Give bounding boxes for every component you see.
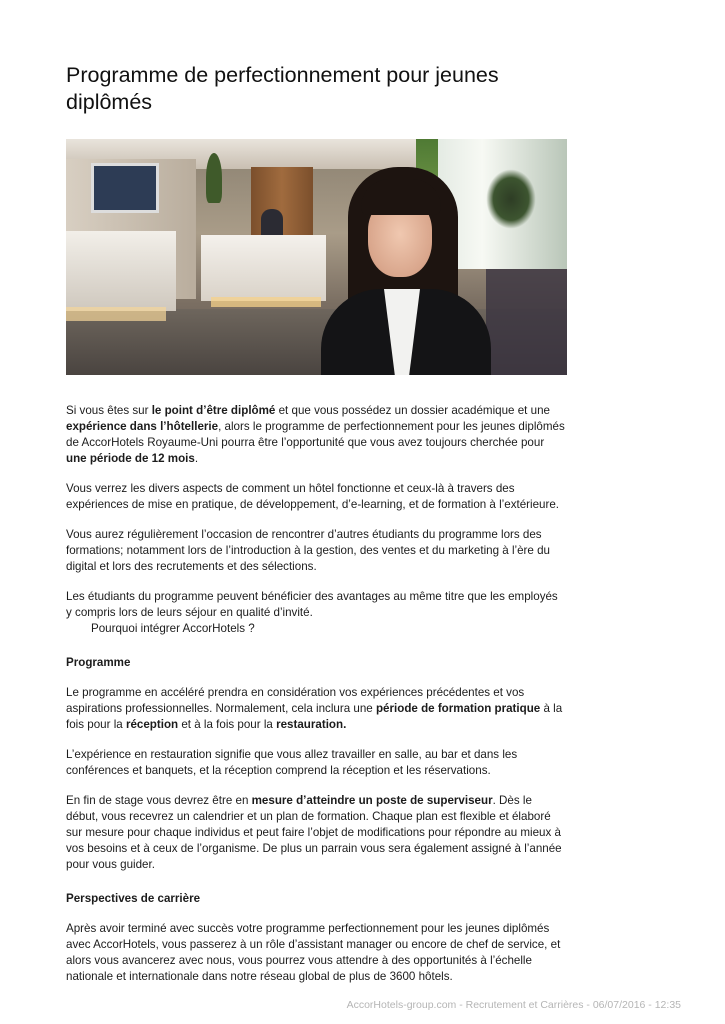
section-heading-programme: Programme <box>66 656 131 669</box>
page-footer: AccorHotels-group.com - Recrutement et Carrières - 06/07/2016 - 12:35 <box>346 999 681 1011</box>
text-run: . Dès le début, vous recevrez un calendrier et un plan de formation. Chaque plan est flexible et élaboré sur mesure pour chaque individus et peut faire l’objet de modifications pour répondre au mieux à vos besoins et à ceux de l’organisme. De plus un parrain vous sera également assigné à l’année pour vous guider. <box>66 794 562 871</box>
section-heading-carriere: Perspectives de carrière <box>66 892 201 905</box>
paragraph <box>66 793 566 873</box>
paragraph: L’expérience en restauration signifie que vous allez travailler en salle, au bar et dans les conférences et banquets, et la réception comprend la réception et les réservations. <box>66 748 518 777</box>
paragraph: Vous aurez régulièrement l’occasion de rencontrer d’autres étudiants du programme lors des formations; notamment lors de l’introduction à la gestion, des ventes et du marketing à l’ère du digital et lors des recrutements et des sélections. <box>66 528 550 573</box>
text-run: Le programme en accéléré prendra en considération vos expériences précédentes et vos aspirations professionnelles. Normalement, cela inclura une <box>66 686 525 715</box>
intro-paragraph <box>66 403 566 467</box>
text-run: et à la fois pour la <box>178 718 277 731</box>
text-run: , alors le programme de perfectionnement pour les jeunes diplômés de AccorHotels Royaume-Uni pourra être l’opportunité que vous avez toujours cherchée pour <box>66 420 565 449</box>
paragraph <box>66 685 566 733</box>
document-page <box>66 0 566 999</box>
text-run: . <box>194 452 199 465</box>
text-run: Si vous êtes sur <box>66 404 152 417</box>
text-run: et que vous possédez un dossier académique et une <box>275 404 550 417</box>
bold-text: le point d’être diplômé <box>151 404 276 417</box>
text-run: En fin de stage vous devrez être en <box>66 794 252 807</box>
article-body <box>66 403 566 985</box>
text-run: à la fois pour la <box>66 702 563 731</box>
paragraph: Après avoir terminé avec succès votre programme perfectionnement pour les jeunes diplômés avec AccorHotels, vous passerez à un rôle d’assistant manager ou encore de chef de service, et alors vous avancerez avec nous, vous pourrez vous attendre à des opportunités à l’échelle nationale et internationale dans notre réseau global de plus de 3600 hôtels. <box>66 922 561 983</box>
why-accorhotels-link[interactable]: Pourquoi intégrer AccorHotels ? <box>91 622 255 635</box>
paragraph: Les étudiants du programme peuvent bénéficier des avantages au même titre que les employés y compris lors de leurs séjour en qualité d’invité. <box>66 590 558 619</box>
bold-text: réception <box>125 718 179 731</box>
reception-desk <box>201 235 326 301</box>
page-title: Programme de perfectionnement pour jeunes diplômés <box>66 63 499 114</box>
bold-text: une période de 12 mois <box>66 452 195 465</box>
hero-image <box>66 139 567 375</box>
paragraph: Vous verrez les divers aspects de comment un hôtel fonctionne et ceux-là à travers des expériences de mise en pratique, de développement, d’e-learning, et de formation à l’extérieure. <box>66 482 560 511</box>
tv-screen <box>91 163 159 213</box>
bold-text: restauration. <box>276 718 347 731</box>
bold-text: mesure d’atteindre un poste de superviseur <box>251 794 493 807</box>
bold-text: période de formation pratique <box>375 702 541 715</box>
bold-text: expérience dans l’hôtellerie <box>66 420 219 433</box>
